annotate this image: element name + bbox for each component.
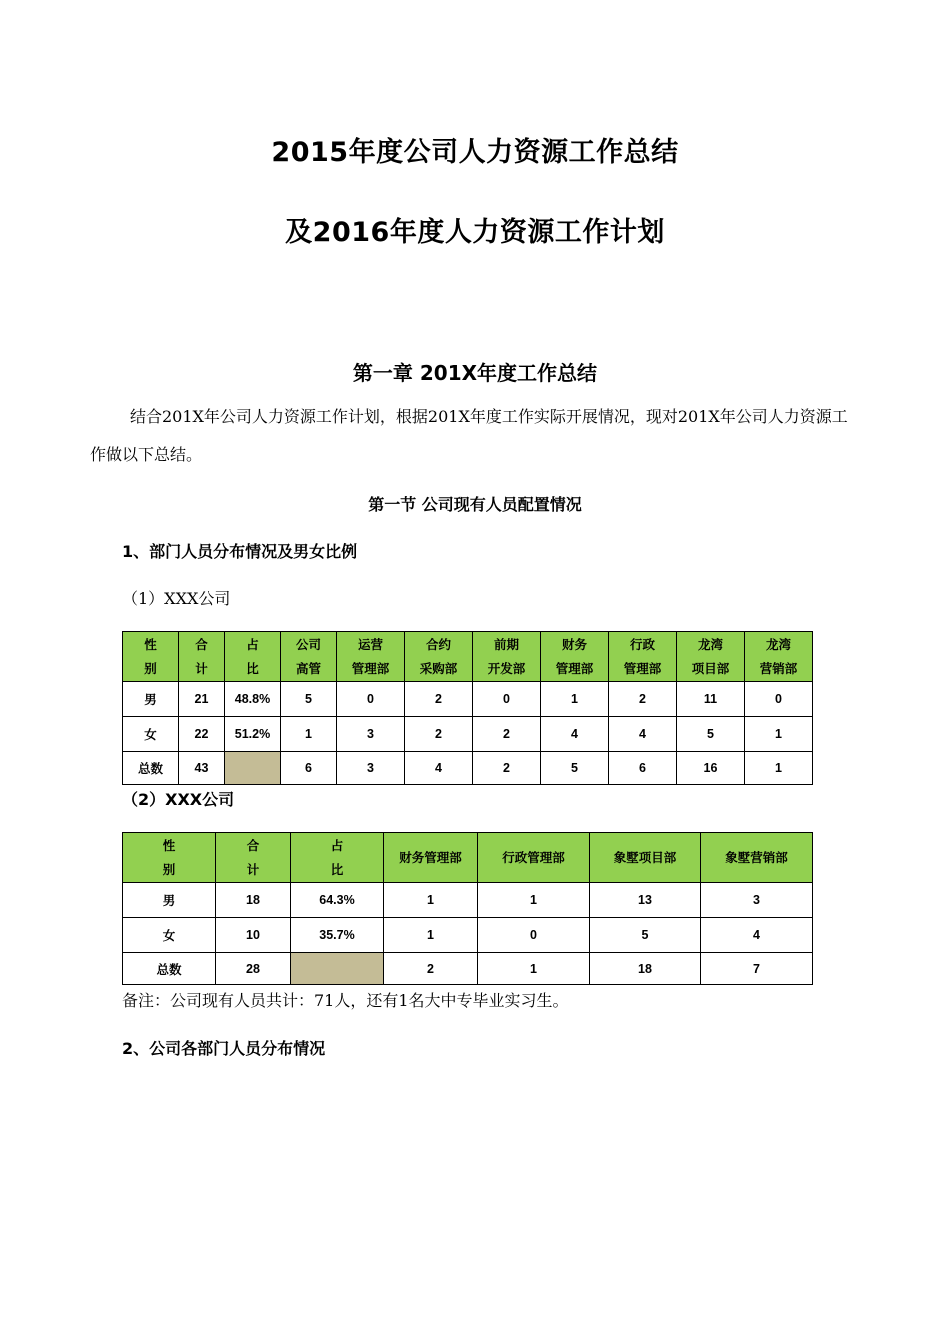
header-text: 象墅营销部: [725, 850, 788, 865]
table-header-row: [123, 632, 813, 682]
header-text: 象墅项目部: [613, 850, 677, 865]
header-text: 财务管理部: [399, 850, 462, 865]
table-cell: 7: [701, 953, 813, 985]
table-cell: 1: [281, 717, 337, 752]
header-text: 项目部: [691, 661, 730, 676]
header-cell: [405, 632, 473, 682]
header-text: 计: [246, 862, 260, 877]
header-text: 占: [330, 838, 344, 853]
table-row: [123, 752, 813, 785]
table-cell: 22: [179, 717, 225, 752]
remark-note: 备注：公司现有人员共计：71人，还有1名大中专毕业实习生。: [122, 991, 569, 1010]
header-cell: [677, 632, 745, 682]
header-text: 性: [144, 637, 157, 652]
table-cell: 51.2%: [225, 717, 281, 752]
header-cell: [216, 833, 291, 883]
table-cell: 21: [179, 682, 225, 717]
table-cell: 28: [216, 953, 291, 985]
table-cell: 18: [216, 883, 291, 918]
header-text: 财务: [561, 637, 587, 652]
header-cell: [291, 833, 384, 883]
table-cell: 4: [541, 717, 609, 752]
table-cell: 0: [337, 682, 405, 717]
table-cell: 43: [179, 752, 225, 785]
table-cell: 1: [745, 717, 813, 752]
header-cell: [478, 833, 590, 883]
table-cell: 1: [384, 918, 478, 953]
chapter-heading: 第一章 201X年度工作总结: [352, 361, 598, 385]
section-heading: 第一节 公司现有人员配置情况: [368, 495, 582, 514]
header-text: 营销部: [759, 661, 798, 676]
table-cell: 6: [281, 752, 337, 785]
table-row: [123, 717, 813, 752]
header-text: 比: [246, 661, 259, 676]
table-cell: 4: [609, 717, 677, 752]
table-row: [123, 682, 813, 717]
header-text: 占: [246, 637, 259, 652]
header-text: 采购部: [419, 661, 458, 676]
table-cell: 48.8%: [225, 682, 281, 717]
header-cell: [384, 833, 478, 883]
header-cell: [179, 632, 225, 682]
table-cell: 1: [745, 752, 813, 785]
company2-table: [122, 832, 813, 985]
table-row: [123, 918, 813, 953]
row-label-cell: 女: [123, 918, 216, 953]
row-label-cell: 女: [123, 717, 179, 752]
header-text: 龙湾: [765, 637, 791, 652]
header-text: 运营: [357, 637, 383, 652]
header-text: 高管: [295, 661, 321, 676]
table-cell: 5: [541, 752, 609, 785]
table-cell: 3: [337, 752, 405, 785]
header-cell: [337, 632, 405, 682]
header-text: 合: [195, 637, 208, 652]
header-text: 别: [144, 661, 157, 676]
header-text: 前期: [493, 637, 519, 652]
table-cell: 35.7%: [291, 918, 384, 953]
row-label-cell: 总数: [123, 752, 179, 785]
header-text: 管理部: [351, 661, 390, 676]
table-cell: 0: [478, 918, 590, 953]
header-text: 合约: [425, 637, 451, 652]
row-label-cell: 男: [123, 682, 179, 717]
header-cell: [473, 632, 541, 682]
table-cell: 3: [337, 717, 405, 752]
table-cell: 2: [405, 717, 473, 752]
header-cell: [609, 632, 677, 682]
table-cell: 5: [677, 717, 745, 752]
table-cell: 6: [609, 752, 677, 785]
table-cell: 5: [590, 918, 701, 953]
table-cell: 16: [677, 752, 745, 785]
header-cell: [225, 632, 281, 682]
header-text: 龙湾: [697, 637, 723, 652]
header-cell: [541, 632, 609, 682]
table-cell: 18: [590, 953, 701, 985]
header-text: 别: [162, 862, 176, 877]
header-cell: [123, 833, 216, 883]
table-cell: 2: [473, 717, 541, 752]
row-label-cell: 总数: [123, 953, 216, 985]
table-cell: 0: [745, 682, 813, 717]
table-cell: 2: [473, 752, 541, 785]
header-text: 合: [246, 838, 260, 853]
header-text: 计: [195, 661, 208, 676]
header-text: 比: [330, 862, 344, 877]
table-cell: 11: [677, 682, 745, 717]
header-cell: [281, 632, 337, 682]
header-text: 管理部: [623, 661, 662, 676]
document-title-line2: 及2016年度人力资源工作计划: [285, 217, 665, 248]
document-title-line1: 2015年度公司人力资源工作总结: [271, 137, 679, 168]
table-cell: 1: [478, 883, 590, 918]
header-text: 管理部: [555, 661, 594, 676]
company1-label: （1）XXX公司: [122, 589, 231, 608]
table-cell: 1: [478, 953, 590, 985]
table-cell: 2: [384, 953, 478, 985]
table-cell: 1: [541, 682, 609, 717]
table-cell: 2: [609, 682, 677, 717]
header-cell: [590, 833, 701, 883]
table-cell: [291, 953, 384, 985]
table-header-row: [123, 833, 813, 883]
table-cell: 2: [405, 682, 473, 717]
table-cell: 4: [405, 752, 473, 785]
subsection-heading-2: 2、公司各部门人员分布情况: [122, 1039, 326, 1058]
header-text: 行政管理部: [502, 850, 565, 865]
header-text: 开发部: [487, 661, 526, 676]
table-cell: 64.3%: [291, 883, 384, 918]
header-cell: [123, 632, 179, 682]
company1-table: [122, 631, 813, 785]
header-text: 性: [162, 838, 176, 853]
table-cell: 5: [281, 682, 337, 717]
table-cell: 1: [384, 883, 478, 918]
table-cell: 13: [590, 883, 701, 918]
header-text: 行政: [629, 637, 655, 652]
table-cell: 10: [216, 918, 291, 953]
subsection-heading-1: 1、部门人员分布情况及男女比例: [122, 542, 358, 561]
table-row: [123, 953, 813, 985]
table-cell: 0: [473, 682, 541, 717]
header-text: 公司: [295, 637, 321, 652]
company2-label: （2）XXX公司: [122, 790, 235, 809]
header-cell: [745, 632, 813, 682]
table-cell: [225, 752, 281, 785]
row-label-cell: 男: [123, 883, 216, 918]
table-cell: 3: [701, 883, 813, 918]
intro-paragraph: 结合201X年公司人力资源工作计划，根据201X年度工作实际开展情况，现对201X年公司人力资源工作做以下总结。: [90, 407, 848, 464]
header-cell: [701, 833, 813, 883]
table-row: [123, 883, 813, 918]
table-cell: 4: [701, 918, 813, 953]
